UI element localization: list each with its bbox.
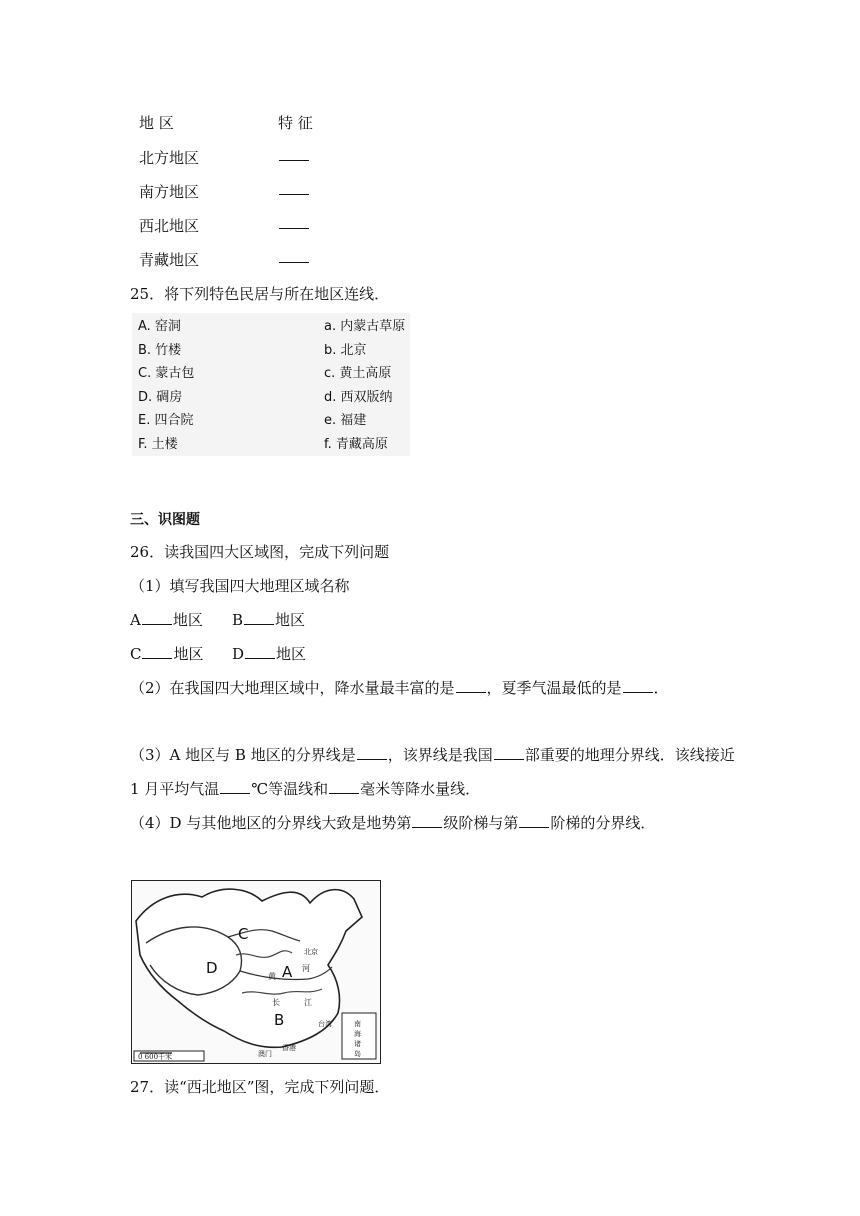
text: 毫米等降水量线． xyxy=(360,780,481,798)
matching-left-column xyxy=(138,315,194,456)
region-label-d: D xyxy=(206,959,218,977)
answer-blank[interactable] xyxy=(456,691,486,693)
city-label: 北京 xyxy=(304,948,318,956)
answer-blank[interactable] xyxy=(245,657,275,659)
matching-right-item: e. 福建 xyxy=(324,413,367,428)
answer-blank[interactable] xyxy=(519,826,549,828)
city-label: 台湾 xyxy=(318,1020,332,1028)
answer-blank[interactable] xyxy=(623,691,653,693)
river-label: 河 xyxy=(302,964,310,973)
label-d: D xyxy=(232,645,245,663)
inset-label: 诸 xyxy=(354,1040,361,1048)
answer-blank[interactable] xyxy=(494,758,524,760)
label-suffix: 地区 xyxy=(275,611,306,629)
question-26-part-4 xyxy=(130,812,655,833)
answer-blank[interactable] xyxy=(142,657,172,659)
text: ，夏季气温最低的是 xyxy=(486,679,622,697)
region-label-c: C xyxy=(238,925,249,943)
inset-label: 岛 xyxy=(354,1050,361,1058)
text: （3）A 地区与 B 地区的分界线是 xyxy=(130,746,356,764)
table-row-label: 南方地区 xyxy=(139,183,200,201)
label-suffix: 地区 xyxy=(173,645,204,663)
section-title: 三、识图题 xyxy=(130,512,200,528)
city-label: 澳门 xyxy=(258,1050,272,1058)
question-25-title: 25．将下列特色民居与所在地区连线． xyxy=(130,285,390,303)
answer-line-b xyxy=(232,609,305,630)
label-a: A xyxy=(130,611,141,629)
region-label-a: A xyxy=(282,963,293,981)
question-26-part-3-cont xyxy=(130,778,480,799)
matching-right-item: d. 西双版纳 xyxy=(324,389,393,405)
matching-image xyxy=(132,313,410,456)
matching-right-column xyxy=(324,315,405,456)
question-26-part-1: （1）填写我国四大地理区域名称 xyxy=(130,577,350,595)
question-27-title: 27．读“西北地区”图，完成下列问题． xyxy=(130,1078,390,1096)
answer-blank[interactable] xyxy=(278,147,310,165)
matching-right-item: f. 青藏高原 xyxy=(324,436,388,452)
matching-left-item: B. 竹楼 xyxy=(138,342,182,358)
text: （4）D 与其他地区的分界线大致是地势第 xyxy=(130,814,412,832)
text: 部重要的地理分界线．该线接近 xyxy=(524,746,735,764)
region-label-b: B xyxy=(274,1011,285,1029)
map-drawing xyxy=(132,881,380,1063)
answer-blank[interactable] xyxy=(278,181,310,199)
text: （2）在我国四大地理区域中，降水量最丰富的是 xyxy=(130,679,455,697)
answer-blank[interactable] xyxy=(142,623,172,625)
matching-left-item: D. 碉房 xyxy=(138,389,183,405)
matching-left-item: F. 土楼 xyxy=(138,436,178,452)
text: 阶梯的分界线． xyxy=(550,814,656,832)
label-c: C xyxy=(130,645,142,663)
answer-line-c xyxy=(130,643,204,664)
answer-blank[interactable] xyxy=(278,215,310,233)
river-label: 长 xyxy=(272,998,280,1007)
answer-blank[interactable] xyxy=(220,792,250,794)
label-b: B xyxy=(232,611,244,629)
table-header-feature: 特 征 xyxy=(278,114,313,132)
text: 1 月平均气温 xyxy=(130,780,220,798)
table-header-region: 地 区 xyxy=(139,114,174,132)
scale-label: 0 600千米 xyxy=(138,1053,173,1061)
text: ． xyxy=(653,679,669,697)
answer-blank[interactable] xyxy=(278,249,310,267)
table-row-label: 西北地区 xyxy=(139,217,200,235)
matching-left-item: E. 四合院 xyxy=(138,413,194,428)
answer-blank[interactable] xyxy=(244,623,274,625)
city-label: 香港 xyxy=(282,1044,296,1052)
matching-right-item: c. 黄土高原 xyxy=(324,366,392,381)
inset-label: 南 xyxy=(354,1020,361,1028)
inset-label: 海 xyxy=(354,1030,361,1038)
answer-blank[interactable] xyxy=(329,792,359,794)
answer-line-a xyxy=(130,609,203,630)
table-row-label: 北方地区 xyxy=(139,149,200,167)
label-suffix: 地区 xyxy=(172,611,203,629)
matching-left-item: A. 窑洞 xyxy=(138,319,181,334)
answer-blank[interactable] xyxy=(357,758,387,760)
answer-line-d xyxy=(232,643,306,664)
matching-right-item: b. 北京 xyxy=(324,342,367,358)
text: ℃等温线和 xyxy=(251,780,329,798)
label-suffix: 地区 xyxy=(276,645,307,663)
answer-blank[interactable] xyxy=(412,826,442,828)
text: 级阶梯与第 xyxy=(443,814,519,832)
river-label: 黄 xyxy=(268,972,276,981)
table-row-label: 青藏地区 xyxy=(139,251,200,269)
matching-right-item: a. 内蒙古草原 xyxy=(324,319,406,334)
matching-left-item: C. 蒙古包 xyxy=(138,366,195,381)
river-label: 江 xyxy=(304,998,312,1007)
question-26-part-2 xyxy=(130,677,669,698)
question-26-part-3 xyxy=(130,744,735,765)
china-regions-map xyxy=(131,880,381,1064)
question-26-title: 26．读我国四大区域图，完成下列问题 xyxy=(130,543,390,561)
text: ，该界线是我国 xyxy=(387,746,493,764)
